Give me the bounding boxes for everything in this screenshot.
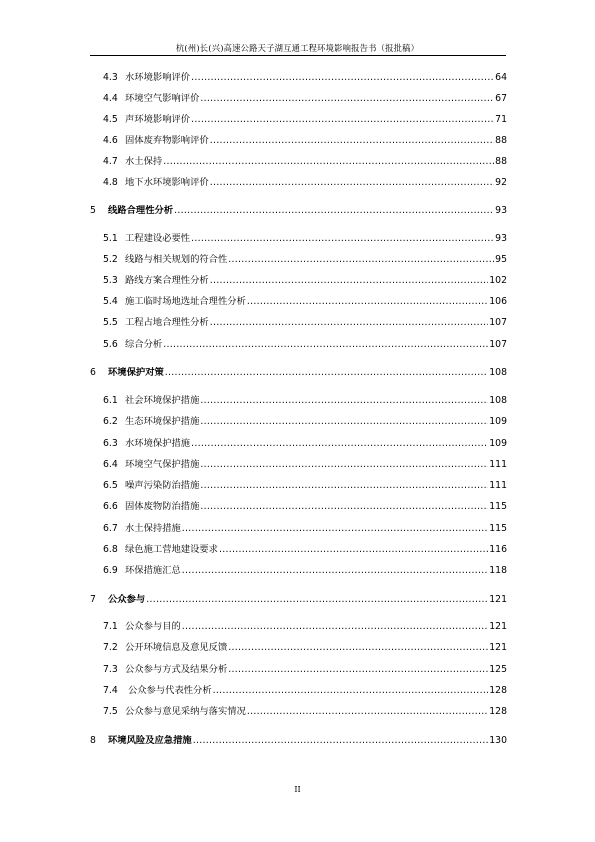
toc-entry-number: 4.6 xyxy=(103,135,118,146)
toc-section-entry[interactable] xyxy=(103,316,507,330)
toc-section-entry[interactable] xyxy=(103,295,507,309)
toc-entry-number: 4.8 xyxy=(103,177,118,188)
toc-entry-number: 6.3 xyxy=(103,438,118,449)
toc-entry-number: 7.2 xyxy=(103,642,118,653)
toc-entry-number: 5 xyxy=(90,205,96,216)
toc-entry-title: 公众参与方式及结果分析 xyxy=(125,664,228,675)
toc-entry-number: 6.7 xyxy=(103,523,118,534)
toc-entry-page: 93 xyxy=(495,205,507,216)
toc-dot-leader xyxy=(191,437,488,451)
toc-dot-leader xyxy=(200,500,488,514)
toc-entry-title: 综合分析 xyxy=(125,339,163,350)
toc-entry-title: 环境风险及应急措施 xyxy=(108,735,192,746)
toc-section-entry[interactable] xyxy=(103,705,507,719)
toc-section-entry[interactable] xyxy=(103,479,507,493)
toc-section-entry[interactable] xyxy=(103,684,507,698)
toc-dot-leader xyxy=(163,338,488,352)
toc-entry-page: 102 xyxy=(489,275,507,286)
toc-entry-page: 121 xyxy=(489,594,507,605)
toc-section-entry[interactable] xyxy=(103,564,507,578)
toc-entry-number: 7.1 xyxy=(103,621,118,632)
toc-entry-number: 6 xyxy=(90,367,96,378)
toc-entry-page: 88 xyxy=(495,156,507,167)
toc-entry-title: 社会环境保护措施 xyxy=(125,395,200,406)
toc-entry-title: 地下水环境影响评价 xyxy=(125,177,209,188)
toc-entry-title: 线路与相关规划的符合性 xyxy=(125,254,228,265)
toc-entry-number: 6.8 xyxy=(103,544,118,555)
toc-entry-number: 8 xyxy=(90,735,96,746)
toc-entry-page: 109 xyxy=(489,416,507,427)
toc-chapter-entry[interactable] xyxy=(90,593,507,607)
toc-section-entry[interactable] xyxy=(103,155,507,169)
toc-dot-leader xyxy=(228,663,488,677)
toc-entry-page: 107 xyxy=(489,339,507,350)
toc-entry-number: 5.1 xyxy=(103,233,118,244)
toc-entry-number: 6.5 xyxy=(103,480,118,491)
toc-section-entry[interactable] xyxy=(103,232,507,246)
toc-section-entry[interactable] xyxy=(103,274,507,288)
toc-entry-title: 线路合理性分析 xyxy=(108,205,174,216)
toc-entry-page: 115 xyxy=(489,501,507,512)
toc-entry-page: 95 xyxy=(495,254,507,265)
toc-entry-title: 水环境保护措施 xyxy=(125,438,191,449)
page-number: II xyxy=(294,785,301,794)
toc-dot-leader xyxy=(200,479,488,493)
toc-entry-title: 噪声污染防治措施 xyxy=(125,480,200,491)
toc-chapter-entry[interactable] xyxy=(90,366,507,380)
toc-entry-title: 路线方案合理性分析 xyxy=(125,275,209,286)
toc-entry-number: 5.5 xyxy=(103,317,118,328)
toc-dot-leader xyxy=(174,204,494,218)
toc-dot-leader xyxy=(213,684,489,698)
toc-entry-page: 115 xyxy=(489,523,507,534)
toc-dot-leader xyxy=(182,620,488,634)
toc-dot-leader xyxy=(200,458,488,472)
toc-section-entry[interactable] xyxy=(103,253,507,267)
toc-dot-leader xyxy=(228,253,494,267)
toc-section-entry[interactable] xyxy=(103,338,507,352)
toc-dot-leader xyxy=(247,295,488,309)
toc-entry-number: 5.6 xyxy=(103,339,118,350)
toc-section-entry[interactable] xyxy=(103,458,507,472)
toc-section-entry[interactable] xyxy=(103,176,507,190)
toc-entry-number: 4.7 xyxy=(103,156,118,167)
toc-entry-title: 公开环境信息及意见反馈 xyxy=(125,642,228,653)
toc-entry-number: 7.5 xyxy=(103,706,118,717)
toc-dot-leader xyxy=(191,71,494,85)
toc-dot-leader xyxy=(163,155,494,169)
toc-entry-title: 公众参与 xyxy=(108,594,146,605)
toc-entry-number: 7 xyxy=(90,594,96,605)
toc-entry-number: 6.4 xyxy=(103,459,118,470)
toc-entry-title: 环保措施汇总 xyxy=(125,565,181,576)
toc-entry-page: 93 xyxy=(495,233,507,244)
toc-entry-page: 108 xyxy=(489,395,507,406)
toc-section-entry[interactable] xyxy=(103,522,507,536)
toc-entry-page: 106 xyxy=(489,296,507,307)
toc-entry-title: 声环境影响评价 xyxy=(125,114,191,125)
toc-dot-leader xyxy=(200,92,494,106)
toc-section-entry[interactable] xyxy=(103,620,507,634)
toc-entry-number: 6.2 xyxy=(103,416,118,427)
toc-entry-title: 环境空气影响评价 xyxy=(125,93,200,104)
toc-dot-leader xyxy=(228,641,488,655)
toc-entry-page: 130 xyxy=(489,735,507,746)
toc-entry-number: 4.3 xyxy=(103,72,118,83)
toc-entry-title: 环境空气保护措施 xyxy=(125,459,200,470)
toc-section-entry[interactable] xyxy=(103,500,507,514)
toc-entry-number: 6.6 xyxy=(103,501,118,512)
toc-entry-page: 118 xyxy=(489,565,507,576)
toc-dot-leader xyxy=(146,593,488,607)
toc-entry-page: 121 xyxy=(489,642,507,653)
toc-entry-title: 水环境影响评价 xyxy=(125,72,191,83)
toc-dot-leader xyxy=(219,543,488,557)
toc-entry-number: 7.3 xyxy=(103,664,118,675)
toc-entry-title: 公众参与意见采纳与落实情况 xyxy=(125,706,246,717)
toc-entry-title: 固体废物防治措施 xyxy=(125,501,200,512)
toc-section-entry[interactable] xyxy=(103,663,507,677)
toc-section-entry[interactable] xyxy=(103,437,507,451)
toc-entry-page: 108 xyxy=(489,367,507,378)
toc-entry-title: 工程占地合理性分析 xyxy=(125,317,209,328)
toc-section-entry[interactable] xyxy=(103,113,507,127)
toc-entry-page: 107 xyxy=(489,317,507,328)
toc-chapter-entry[interactable] xyxy=(90,734,507,748)
toc-entry-title: 环境保护对策 xyxy=(108,367,164,378)
toc-dot-leader xyxy=(200,394,488,408)
toc-entry-page: 109 xyxy=(489,438,507,449)
toc-entry-number: 6.9 xyxy=(103,565,118,576)
toc-entry-page: 116 xyxy=(489,544,507,555)
toc-entry-title: 工程建设必要性 xyxy=(125,233,191,244)
toc-dot-leader xyxy=(247,705,488,719)
toc-dot-leader xyxy=(193,734,489,748)
toc-dot-leader xyxy=(182,522,488,536)
toc-section-entry[interactable] xyxy=(103,134,507,148)
toc-dot-leader xyxy=(200,415,488,429)
toc-entry-title: 公众参与目的 xyxy=(125,621,181,632)
toc-dot-leader xyxy=(210,134,494,148)
toc-entry-title: 固体废弃物影响评价 xyxy=(125,135,209,146)
toc-dot-leader xyxy=(210,316,489,330)
toc-entry-title: 公众参与代表性分析 xyxy=(125,685,212,696)
toc-entry-title: 水土保持措施 xyxy=(125,523,181,534)
toc-entry-number: 5.2 xyxy=(103,254,118,265)
toc-entry-page: 71 xyxy=(495,114,507,125)
toc-entry-page: 64 xyxy=(495,72,507,83)
toc-entry-number: 7.4 xyxy=(103,685,118,696)
toc-entry-page: 125 xyxy=(489,664,507,675)
toc-entry-page: 88 xyxy=(495,135,507,146)
toc-entry-title: 绿色施工营地建设要求 xyxy=(125,544,218,555)
toc-dot-leader xyxy=(210,274,489,288)
toc-entry-page: 111 xyxy=(489,480,507,491)
toc-entry-page: 92 xyxy=(495,177,507,188)
toc-dot-leader xyxy=(210,176,494,190)
toc-dot-leader xyxy=(191,232,494,246)
toc-entry-page: 67 xyxy=(495,93,507,104)
toc-entry-number: 4.5 xyxy=(103,114,118,125)
toc-dot-leader xyxy=(182,564,488,578)
toc-section-entry[interactable] xyxy=(103,92,507,106)
toc-chapter-entry[interactable] xyxy=(90,204,507,218)
toc-entry-page: 128 xyxy=(489,706,507,717)
toc-entry-number: 6.1 xyxy=(103,395,118,406)
toc-entry-number: 5.3 xyxy=(103,275,118,286)
toc-entry-page: 121 xyxy=(489,621,507,632)
toc-entry-number: 5.4 xyxy=(103,296,118,307)
toc-section-entry[interactable] xyxy=(103,71,507,85)
toc-entry-title: 水土保持 xyxy=(125,156,163,167)
toc-entry-title: 施工临时场地选址合理性分析 xyxy=(125,296,246,307)
toc-entry-page: 128 xyxy=(489,685,507,696)
toc-section-entry[interactable] xyxy=(103,543,507,557)
toc-entry-title: 生态环境保护措施 xyxy=(125,416,200,427)
toc-entry-number: 4.4 xyxy=(103,93,118,104)
toc-entry-page: 111 xyxy=(489,459,507,470)
toc-dot-leader xyxy=(165,366,488,380)
toc-dot-leader xyxy=(191,113,494,127)
toc-section-entry[interactable] xyxy=(103,394,507,408)
toc-section-entry[interactable] xyxy=(103,641,507,655)
running-header: 杭(州)长(兴)高速公路天子湖互通工程环境影响报告书（报批稿） xyxy=(175,43,420,53)
toc-section-entry[interactable] xyxy=(103,415,507,429)
